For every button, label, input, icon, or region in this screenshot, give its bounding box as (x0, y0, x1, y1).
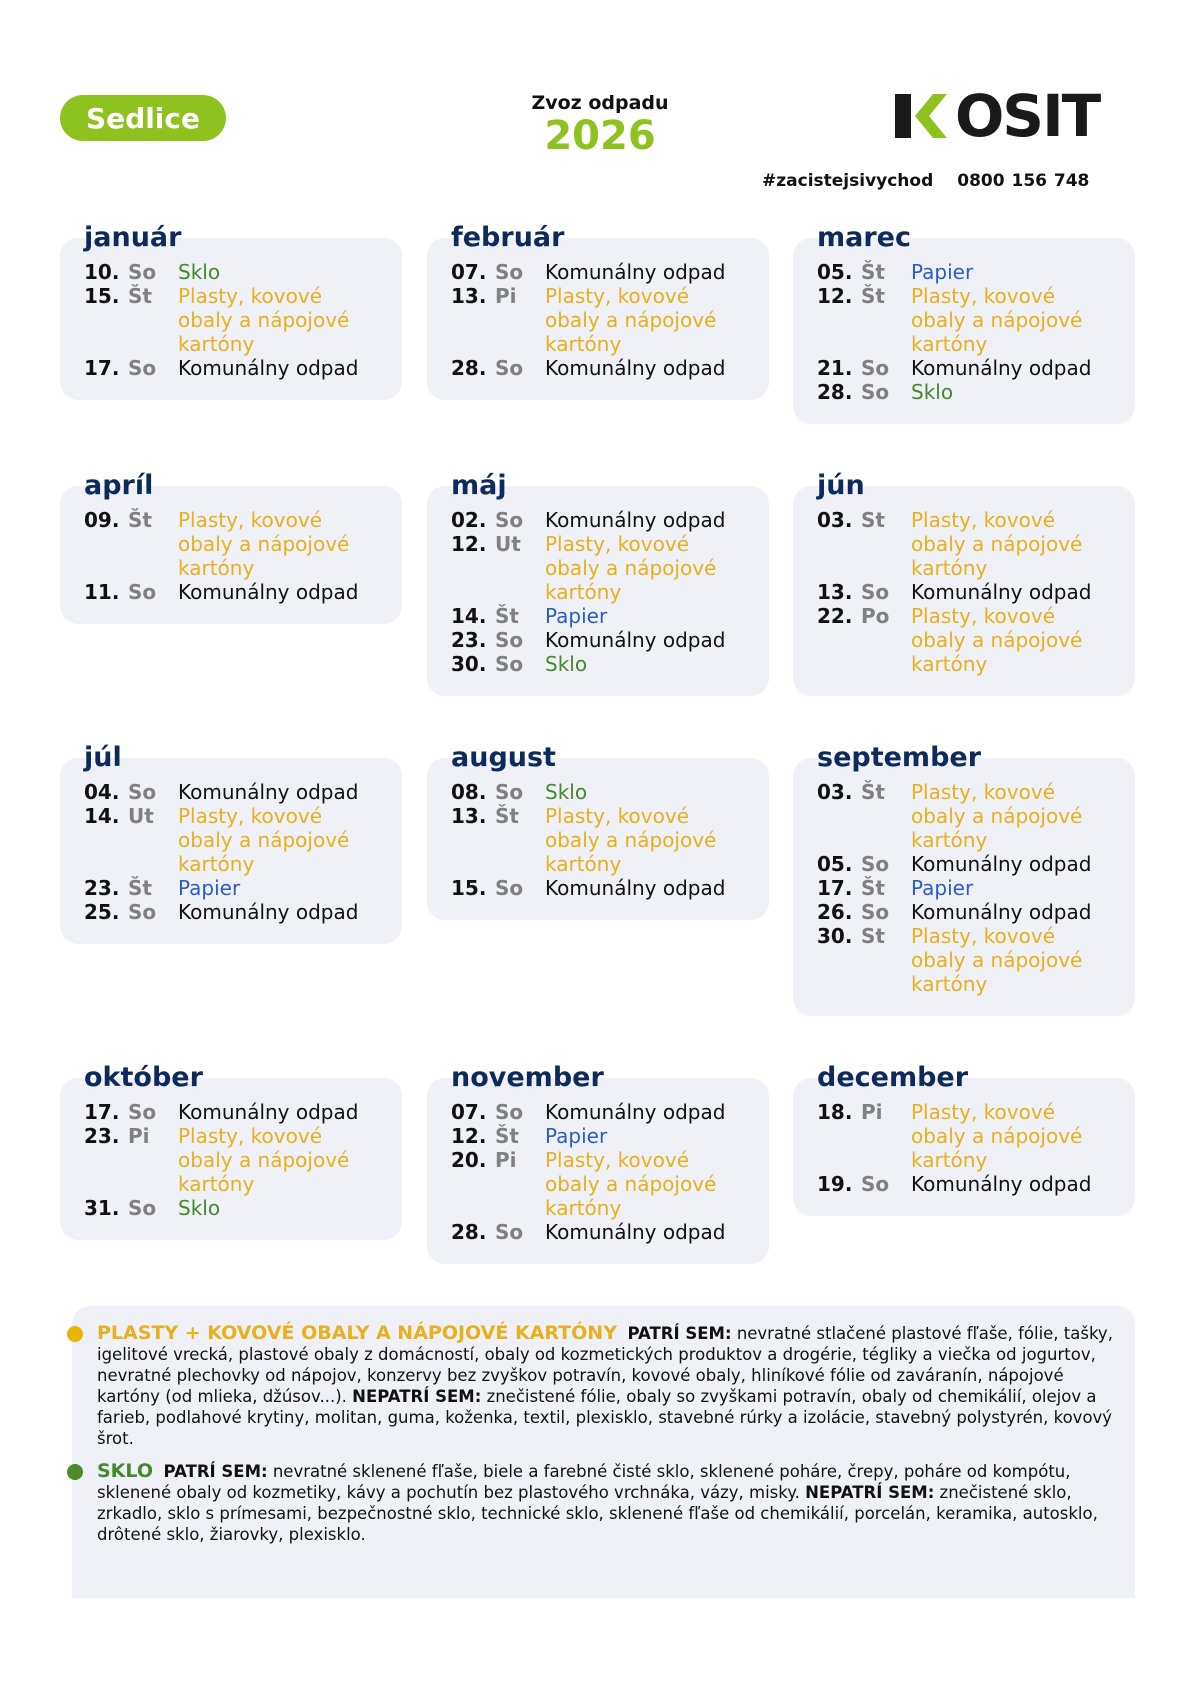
title-text: Zvoz odpadu (531, 92, 669, 114)
entry-date: 22. (817, 604, 853, 628)
entry-weekday: So (495, 628, 524, 652)
entry-weekday: So (495, 780, 524, 804)
month-9 (60, 1062, 402, 1240)
month-title: marec (817, 222, 911, 253)
collection-entry (451, 356, 745, 380)
collection-entry (817, 924, 1111, 996)
entry-waste-type: Papier (545, 1124, 608, 1148)
entry-weekday: Po (861, 604, 890, 628)
collection-entry (84, 900, 378, 924)
entry-waste-type: Komunálny odpad (545, 260, 726, 284)
collection-entry (817, 380, 1111, 404)
collection-entry (84, 804, 378, 876)
collection-entry (817, 284, 1111, 356)
entry-waste-type: Plasty, kovové obaly a nápojové kartóny (911, 1100, 1083, 1172)
entry-weekday: So (861, 900, 890, 924)
collection-entry (817, 876, 1111, 900)
page-title (500, 92, 700, 158)
collection-entry (451, 532, 745, 604)
entry-date: 03. (817, 508, 853, 532)
out-text: znečistené fólie, obaly so zvyškami potravín, obaly od chemikálií, olejov a farieb, podlahové krytiny, molitan, guma, koženka, textil, plexisklo, stavebné rúrky a izolácie, stavebný polystyrén, kovový šrot. (97, 1387, 1113, 1448)
entry-waste-type: Plasty, kovové obaly a nápojové kartóny (911, 924, 1083, 996)
month-box (427, 238, 769, 400)
entry-date: 26. (817, 900, 853, 924)
entry-weekday: So (495, 1100, 524, 1124)
entry-weekday: Št (861, 876, 885, 900)
entry-weekday: So (495, 260, 524, 284)
month-4 (427, 470, 769, 696)
entry-waste-type: Komunálny odpad (545, 876, 726, 900)
collection-entry (451, 1148, 745, 1220)
entry-date: 10. (84, 260, 120, 284)
collection-entry (451, 508, 745, 532)
collection-entry (451, 260, 745, 284)
entry-weekday: So (128, 780, 157, 804)
entry-date: 12. (451, 1124, 487, 1148)
entry-waste-type: Komunálny odpad (911, 900, 1092, 924)
yellow-bullet-icon (67, 1326, 83, 1342)
entry-date: 04. (84, 780, 120, 804)
month-title: september (817, 742, 982, 773)
month-box (793, 238, 1135, 424)
collection-entry (84, 1124, 378, 1196)
entry-weekday: So (861, 380, 890, 404)
entry-date: 23. (451, 628, 487, 652)
entry-weekday: Št (861, 284, 885, 308)
entry-date: 03. (817, 780, 853, 804)
month-box (60, 1078, 402, 1240)
entry-waste-type: Komunálny odpad (911, 852, 1092, 876)
entry-weekday: Št (128, 876, 152, 900)
entry-date: 30. (817, 924, 853, 948)
entry-weekday: St (861, 508, 885, 532)
entry-weekday: Št (495, 1124, 519, 1148)
month-2 (793, 222, 1135, 424)
entry-weekday: St (861, 924, 885, 948)
entry-date: 13. (817, 580, 853, 604)
entry-waste-type: Sklo (911, 380, 954, 404)
entry-waste-type: Komunálny odpad (178, 356, 359, 380)
entry-weekday: Ut (128, 804, 154, 828)
out-label: NEPATRÍ SEM: (805, 1483, 935, 1502)
entry-weekday: Št (495, 604, 519, 628)
logo-text: OSIT (955, 82, 1100, 150)
entry-waste-type: Komunálny odpad (545, 508, 726, 532)
year-text: 2026 (544, 113, 656, 159)
month-title: máj (451, 470, 507, 501)
month-box (793, 486, 1135, 696)
entry-waste-type: Sklo (178, 260, 221, 284)
entry-waste-type: Komunálny odpad (178, 900, 359, 924)
logo-k-icon (895, 92, 953, 140)
entry-date: 17. (84, 356, 120, 380)
entry-date: 21. (817, 356, 853, 380)
month-0 (60, 222, 402, 400)
collection-entry (817, 900, 1111, 924)
collection-entry (84, 580, 378, 604)
entry-date: 23. (84, 876, 120, 900)
month-title: august (451, 742, 556, 773)
entry-waste-type: Komunálny odpad (911, 580, 1092, 604)
green-bullet-icon (67, 1464, 83, 1480)
entry-date: 13. (451, 804, 487, 828)
month-box (60, 486, 402, 624)
collection-entry (817, 604, 1111, 676)
entry-waste-type: Plasty, kovové obaly a nápojové kartóny (545, 532, 717, 604)
entry-weekday: Pi (861, 1100, 883, 1124)
month-title: január (84, 222, 182, 253)
collection-entry (451, 628, 745, 652)
entry-date: 15. (451, 876, 487, 900)
entry-date: 05. (817, 260, 853, 284)
collection-entry (84, 356, 378, 380)
entry-date: 07. (451, 260, 487, 284)
entry-weekday: Ut (495, 532, 521, 556)
entry-weekday: So (495, 508, 524, 532)
entry-date: 05. (817, 852, 853, 876)
month-3 (60, 470, 402, 624)
entry-date: 17. (817, 876, 853, 900)
entry-waste-type: Komunálny odpad (545, 1220, 726, 1244)
collection-entry (817, 508, 1111, 580)
entry-weekday: So (495, 652, 524, 676)
month-box (427, 758, 769, 920)
entry-waste-type: Komunálny odpad (911, 1172, 1092, 1196)
entry-date: 08. (451, 780, 487, 804)
entry-date: 17. (84, 1100, 120, 1124)
collection-entry (84, 780, 378, 804)
entry-waste-type: Plasty, kovové obaly a nápojové kartóny (911, 284, 1083, 356)
month-10 (427, 1062, 769, 1264)
entry-weekday: So (495, 876, 524, 900)
collection-entry (451, 604, 745, 628)
entry-waste-type: Sklo (545, 652, 588, 676)
entry-weekday: Št (128, 508, 152, 532)
collection-entry (451, 780, 745, 804)
month-box (427, 1078, 769, 1264)
entry-weekday: So (128, 356, 157, 380)
kosit-logo (895, 82, 1100, 150)
month-box (60, 238, 402, 400)
entry-waste-type: Komunálny odpad (545, 1100, 726, 1124)
entry-waste-type: Plasty, kovové obaly a nápojové kartóny (178, 284, 350, 356)
entry-weekday: Pi (495, 284, 517, 308)
month-5 (793, 470, 1135, 696)
entry-waste-type: Komunálny odpad (545, 356, 726, 380)
legend-plasty (97, 1323, 1117, 1449)
collection-entry (451, 876, 745, 900)
entry-waste-type: Komunálny odpad (911, 356, 1092, 380)
entry-waste-type: Papier (911, 876, 974, 900)
out-text: znečistené sklo, zrkadlo, sklo s prímesami, bezpečnostné sklo, technické sklo, sklenené fľaše od chemikálií, porcelán, keramika, autosklo, drôtené sklo, žiarovky, plexisklo. (97, 1483, 1098, 1544)
collection-entry (451, 284, 745, 356)
month-title: december (817, 1062, 969, 1093)
collection-entry (84, 284, 378, 356)
collection-entry (84, 1100, 378, 1124)
entry-date: 18. (817, 1100, 853, 1124)
legend-heading: PLASTY + KOVOVÉ OBALY A NÁPOJOVÉ KARTÓNY (97, 1322, 617, 1344)
collection-entry (817, 260, 1111, 284)
entry-weekday: Pi (495, 1148, 517, 1172)
in-text: nevratné stlačené plastové fľaše, fólie, tašky, igelitové vrecká, plastové obaly z domácností, obaly od kozmetických produktov a drogérie, tégliky a viečka od jogurtov, nevratné plechovky od nápojov, konzervy bez zvyškov potravín, kovové obaly, hliníkové fólie od zaváranín, nápojové kartóny (od mlieka, džúsov...). (97, 1324, 1113, 1406)
entry-date: 25. (84, 900, 120, 924)
collection-entry (84, 1196, 378, 1220)
entry-date: 28. (817, 380, 853, 404)
collection-entry (817, 852, 1111, 876)
entry-waste-type: Papier (911, 260, 974, 284)
entry-weekday: So (128, 1100, 157, 1124)
entry-weekday: Pi (128, 1124, 150, 1148)
in-text: nevratné sklenené fľaše, biele a farebné čisté sklo, sklenené poháre, črepy, poháre od kompótu, sklenené obaly od kozmetiky, kávy a pochutín bez plastového vrchnáka, vázy, misky. (97, 1462, 1071, 1502)
entry-weekday: Št (495, 804, 519, 828)
entry-weekday: So (861, 356, 890, 380)
collection-entry (84, 876, 378, 900)
entry-waste-type: Komunálny odpad (545, 628, 726, 652)
entry-waste-type: Plasty, kovové obaly a nápojové kartóny (178, 508, 350, 580)
month-8 (793, 742, 1135, 1016)
month-title: júl (84, 742, 122, 773)
entry-weekday: So (495, 356, 524, 380)
collection-entry (451, 652, 745, 676)
out-label: NEPATRÍ SEM: (352, 1387, 482, 1406)
entry-waste-type: Sklo (545, 780, 588, 804)
entry-date: 09. (84, 508, 120, 532)
month-title: apríl (84, 470, 154, 501)
collection-entry (817, 780, 1111, 852)
month-6 (60, 742, 402, 944)
entry-date: 14. (451, 604, 487, 628)
entry-date: 02. (451, 508, 487, 532)
month-1 (427, 222, 769, 400)
in-label: PATRÍ SEM: (627, 1324, 732, 1343)
entry-waste-type: Plasty, kovové obaly a nápojové kartóny (911, 780, 1083, 852)
entry-weekday: Št (861, 260, 885, 284)
entry-waste-type: Papier (178, 876, 241, 900)
in-label: PATRÍ SEM: (163, 1462, 268, 1481)
collection-entry (817, 356, 1111, 380)
legend-sklo (97, 1461, 1117, 1545)
collection-entry (451, 1100, 745, 1124)
entry-date: 20. (451, 1148, 487, 1172)
entry-date: 11. (84, 580, 120, 604)
legend-box (72, 1306, 1135, 1598)
entry-waste-type: Plasty, kovové obaly a nápojové kartóny (545, 804, 717, 876)
collection-entry (451, 1124, 745, 1148)
collection-entry (817, 1172, 1111, 1196)
entry-date: 19. (817, 1172, 853, 1196)
entry-date: 31. (84, 1196, 120, 1220)
collection-entry (451, 804, 745, 876)
collection-entry (817, 1100, 1111, 1172)
entry-date: 23. (84, 1124, 120, 1148)
entry-waste-type: Komunálny odpad (178, 780, 359, 804)
hashtag: #zacistejsivychod (762, 171, 934, 191)
collection-entry (84, 508, 378, 580)
entry-date: 07. (451, 1100, 487, 1124)
entry-weekday: So (861, 852, 890, 876)
month-11 (793, 1062, 1135, 1216)
entry-waste-type: Papier (545, 604, 608, 628)
entry-waste-type: Plasty, kovové obaly a nápojové kartóny (911, 604, 1083, 676)
entry-date: 14. (84, 804, 120, 828)
collection-entry (451, 1220, 745, 1244)
entry-weekday: So (128, 260, 157, 284)
entry-date: 12. (817, 284, 853, 308)
entry-weekday: So (128, 900, 157, 924)
month-box (793, 1078, 1135, 1216)
entry-date: 13. (451, 284, 487, 308)
collection-entry (84, 260, 378, 284)
entry-weekday: So (861, 580, 890, 604)
month-title: jún (817, 470, 865, 501)
location-badge: Sedlice (60, 95, 226, 141)
entry-weekday: So (495, 1220, 524, 1244)
entry-waste-type: Plasty, kovové obaly a nápojové kartóny (911, 508, 1083, 580)
entry-waste-type: Plasty, kovové obaly a nápojové kartóny (178, 1124, 350, 1196)
month-box (60, 758, 402, 944)
entry-weekday: So (128, 580, 157, 604)
entry-date: 30. (451, 652, 487, 676)
entry-date: 28. (451, 356, 487, 380)
month-box (793, 758, 1135, 1016)
entry-date: 15. (84, 284, 120, 308)
entry-waste-type: Sklo (178, 1196, 221, 1220)
entry-waste-type: Komunálny odpad (178, 580, 359, 604)
entry-weekday: So (861, 1172, 890, 1196)
entry-weekday: Št (128, 284, 152, 308)
collection-entry (817, 580, 1111, 604)
entry-date: 28. (451, 1220, 487, 1244)
month-title: november (451, 1062, 604, 1093)
entry-waste-type: Plasty, kovové obaly a nápojové kartóny (545, 1148, 717, 1220)
month-box (427, 486, 769, 696)
entry-weekday: So (128, 1196, 157, 1220)
legend-heading: SKLO (97, 1460, 153, 1482)
month-title: február (451, 222, 565, 253)
entry-date: 12. (451, 532, 487, 556)
contact-line (762, 171, 1089, 191)
entry-waste-type: Plasty, kovové obaly a nápojové kartóny (178, 804, 350, 876)
month-7 (427, 742, 769, 920)
month-title: október (84, 1062, 203, 1093)
entry-weekday: Št (861, 780, 885, 804)
entry-waste-type: Komunálny odpad (178, 1100, 359, 1124)
phone-number: 0800 156 748 (957, 171, 1090, 191)
entry-waste-type: Plasty, kovové obaly a nápojové kartóny (545, 284, 717, 356)
